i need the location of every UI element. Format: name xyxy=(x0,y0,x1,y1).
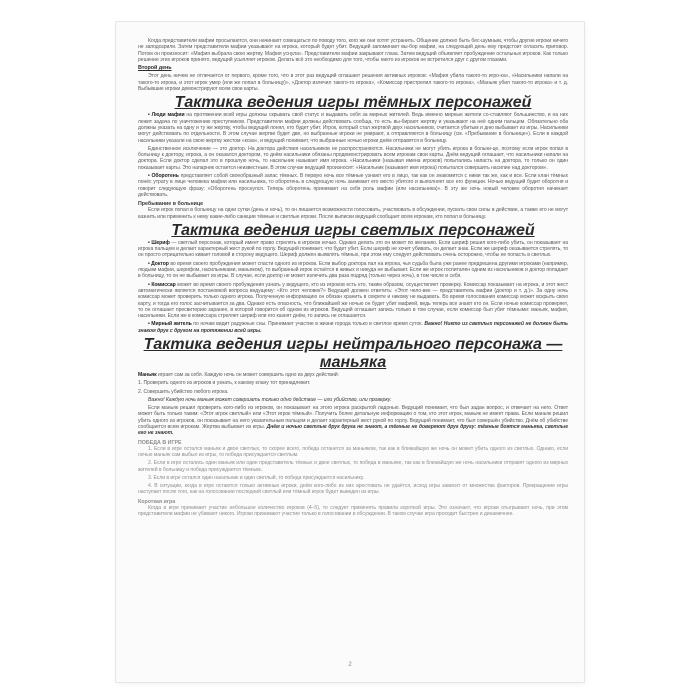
paragraph xyxy=(138,282,568,320)
paragraph-text: играет сам за себя. Каждую ночь он может совершить одно из двух действий: xyxy=(157,371,339,378)
paragraph xyxy=(138,261,568,280)
paragraph-text: 3. Если в игре остался один насильник и один светлый, то победа присуждается насильнику. xyxy=(148,474,365,481)
document-page xyxy=(116,22,584,682)
paragraph xyxy=(138,505,568,518)
paragraph xyxy=(138,372,568,378)
paragraph xyxy=(138,405,568,436)
paragraph xyxy=(138,446,568,459)
paragraph xyxy=(138,240,568,259)
paragraph-text: Тактика ведения игры тёмных персонажей xyxy=(174,94,532,112)
paragraph-text: Когда представители мафии просыпаются, они начинают совещаться по поводу того, кого же они хотят устранить. Общение должно быть бес-шумным, чтобы другие игроки ничего не заподозрили. Затем представители мафии указывают на игрока, который будет убит. Ведущий запоминает вы-бор мафии, на следующий день ему предстоит огласить приговор. Потом он произносит: «Мафия выбрала свою жертву. Мафия уснула». Представители мафии закрывают глаза. Затем ведущий объявляет пробуждение остальных игроков. Как только решение этих игроков принято, ведущий усыпляет игроков. Делать всё это необходимо для того, чтобы никто из игроков не встретился друг с другом глазами. xyxy=(138,38,568,63)
section-heading xyxy=(138,94,568,112)
paragraph xyxy=(138,321,568,334)
paragraph-text: 2. Совершить убийство любого игрока. xyxy=(138,388,229,395)
section-heading xyxy=(138,336,568,372)
paragraph-text: представляет собой своеобразный запас тёмных. В первую ночь все тёмные узнают его в лицо, так как он знакомится с ними так же, как и все. Если клан тёмных понёс утрату в лице человека мафии или насильника, то оборотень в следующую ночь занимает его место убитого и выполняет все его функции. Ночью ведущий будит оборотня и говорит следующую фразу: «Оборотень проснулся. Теперь оборотень принимает на себя роль мафии (или насильника)». В эту же ночь новый человек оборотня начинает действовать. xyxy=(138,173,568,198)
paragraph-lead: • Комиссар xyxy=(148,281,176,288)
paragraph-text: на протяжении всей игры должны скрывать свой статус и выдавать себя за мирных жителей. Ведь именно мирные жители со-ставляют большинство, и на них лежит задача по уничтожению преступников. Представители мафии должны действовать сообща, то есть вы-бирают жертву и указывают на неё одним пальцем. Обязательно оба должны указать на одну и ту же жертву, чтобы ведущий понял, кто будет убит. Игрок, который стал жертвой двух насильников, считается убитым и дню выбывает из игры. Насильники могут действовать по отдельности. В этом случае жертве будет две, но выбранные игроки не умирают, а отправляются в больницу (см. «Пребывание в больнице»). Если в каждой насильники указали на свою жертву жестом «коза», и ведущий понимает, что выбранные ночью игроки днём отправятся в больницу. xyxy=(138,112,568,144)
paragraph-text: Второй день xyxy=(138,65,172,72)
page-number: 2 xyxy=(348,662,352,668)
paragraph-lead: • Шериф xyxy=(148,239,170,246)
paragraph-lead: • Люди мафии xyxy=(148,112,185,119)
paragraph-text: может во время своего пробуждения узнать у ведущего, кто из игроков есть кто, таким образом, осуществляет проверку. Комиссар показывает на игрока, и этот жест автоматически является постановкой вопроса ведущему: «Кто этот человек?» Ведущий должен ответить: «Этот чело-век — представитель мафии (доктор и т. д.)». За одну ночь комиссар может проверить только одного игрока. Полученную информацию он обязан хранить в секрете и никому не выдавать. Во время голосования комиссар может вскрыть свою карту, и тогда его голос засчитывается за два. Однако есть опасность, что ближайшей же ночью он будет убит мафией, ведь теперь все знают кто он. Если ночью комиссар проверяет, то он оглашает пресвитерию заранее, в которой говорится об одном из игроков. Ведущий оглашает запись только в том случае, если комиссар был убит тёмными: маньяк, мафия, насильники. Если же в комиссара стреляет шериф или его казнят днём, то запись не оглашается. xyxy=(138,281,568,320)
paragraph-text: Если маньяк решил проверить кого-либо из игроков, он показывает на этого игрока раскрытой ладонью. Ведущий понимает, что был задан вопрос, и отвечает на него. Ответ может быть только таким: «Этот игрок светлый» или «Этот игрок тёмный». Получить более детальную информацию о том, кто этот игрок, маньяк не имеет права. Если маньяк решил убить одного из игроков, он показывает на него указательным пальцем и делает характерный жест рукой по горлу. Ведущий понимает, что был совершён убийство. Днём об убийстве сообщается всем игрокам. Жертва выбывает из игры. xyxy=(138,405,568,431)
paragraph-note: Днём и ночью светлые друг друга не знают, а тёмные не доверяют друг другу: тёмные боятся маньяка, светлые его не знают. xyxy=(138,424,568,437)
paragraph-text: по ночам видит радужные сны. Принимает участие в жизни города только в светлое время суток. xyxy=(193,321,423,328)
paragraph-lead: • Оборотень xyxy=(148,173,179,180)
paragraph xyxy=(138,207,568,220)
paragraph-text: — светлый персонаж, который имеет право стрелять в игроков ночью. Однако делать это он может по желанию. Если шериф решил кого-либо убить, он показывает на игрока пальцем и делает характерный жест рукой по горлу. Ведущий понимает, что будет убит. Если шериф не хочет убивать, он делает знак. Если же шериф оказывается стрелять, то он просто отрицательно кивает головой в сторону ведущего. Шериф должен выявлять тёмных, при этом ему следует действовать очень осторожно, чтобы не попасть в светлых. xyxy=(138,239,568,259)
paragraph-text: во время своего пробуждения может спасти одного из игроков. Если выбор доктора пал на игрока, чья судьба была уже ранее предрешена другими игроками (например, людьми мафии, шерифом, насильниками, маньяком), то выбранный игрок остаётся в живых и никуда не выбывает. Если же игрок госпитален одним из насильников и доктор попадает в больницу, то он не выбывает из игры. В случае, если доктор не может излечить два раза подряд (только через ночь), в том числе и себя. xyxy=(138,260,569,280)
paragraph xyxy=(138,475,568,481)
page-text-column xyxy=(138,38,568,519)
paragraph xyxy=(138,380,568,386)
paragraph xyxy=(138,73,568,92)
paragraph-text: Важно! Каждую ночь маньяк может совершать только одно действие — или убийство, или проверку. xyxy=(148,396,392,403)
paragraph-text: 4. В ситуации, когда в игре остаются только активные игроки, днём кого-либо из них арестовать не удаётся, исход игры зависит от множества факторов. Прекращение игры наступает после того, как на голосовании последний светлый или тёмный игрок будет выведен из игры. xyxy=(138,483,568,496)
paragraph-text: ПОБЕДА В ИГРЕ xyxy=(138,439,182,446)
section-heading xyxy=(138,222,568,240)
paragraph-text: Тактика ведения игры светлых персонажей xyxy=(171,221,535,239)
paragraph-text: Если игрок попал в больницу на одни сутки (день и ночь), то он лишается возможности голосовать, участвовать в обсуждении, пускать свои силы в действие, а также его не могут казнить или применить к нему какие-либо санкции тёмные и светлые игроки. После выписки ведущий сообщает всем игрокам, кто попал в больницу. xyxy=(138,207,568,220)
paragraph xyxy=(138,460,568,473)
paragraph-text: 1. Проверить одного из игроков и узнать, к какому клану тот принадлежит. xyxy=(138,380,311,387)
paragraph-text: Тактика ведения игры нейтрального персонажа — маньяка xyxy=(143,335,563,371)
paragraph-text: 2. Если в игре остались один маньяк или один представитель тёмных и двое светлых, то победа в маньяке, так как в ближайшую же ночь насильники отправят одного из мирных жителей в больницу и победа присуждается тёмным. xyxy=(138,460,568,473)
paragraph xyxy=(138,483,568,496)
paragraph-text: Пребывание в больнице xyxy=(138,201,204,208)
paragraph-text: Когда в игре принимает участие небольшое количество игроков (4–5), то следует применять правила короткой игры. Это означает, что игроки отыгрывают ночь, при этом представители мафии не убивают никого. Игроки принимают участие только в голосовании и обсуждении. В таком случае игра проходит быстрее и динамичнее. xyxy=(138,504,568,518)
paragraph-text: Единственное исключение — это доктор. На доктора действия насильников не распространяются. Насильники не могут убить игрока в больни-це, поэтому если игрок попал в больницу к доктору, игрока, а он оказался доктором, то днём насильники обязаны продемонстрировать всем игрокам свои карты. Днём ведущий оглашает, что насильники напали на доктора. Если доктор сделал это в прошлую ночь, то насильник называет имя игрока. «Насильники (называя имена игроков) попытались напасть на доктора, то только он один показывает карты. Это напарник остается неизвестным. В этом случае ведущий произносит: «Насильник (называет имя игрока) попытался совершить насилие над доктором». xyxy=(138,145,568,171)
paragraph xyxy=(138,389,568,395)
paragraph xyxy=(138,112,568,143)
paragraph-lead: Маньяк xyxy=(138,371,157,378)
paragraph-text: Этот день ничем не отличается от первого, кроме того, что в этот раз ведущий оглашает решения активных игроков: «Мафия убила такого-то игро-ка», «Насильники напали на такого-то игрока, и этот игрок умер (или же попал в больницу)», «Доктор излечил такого-то игрока», «Комиссар пристрелил такого-то игрока», «Маньяк убил такого-то игрока» и т. д. Выбывшие игроки демонстрируют всем свои карты. xyxy=(138,73,568,93)
paragraph xyxy=(138,146,568,171)
paragraph-lead: • Доктор xyxy=(148,260,169,267)
paragraph-note: Важно! Никто из светлых персонажей не должен быть знаком друг с другом на протяжении всей игры. xyxy=(138,321,568,334)
section-heading xyxy=(138,65,568,71)
paragraph xyxy=(138,397,568,403)
paragraph-lead: • Мирный житель xyxy=(148,321,192,328)
paragraph xyxy=(138,173,568,198)
paragraph-text: Короткая игра xyxy=(138,498,176,505)
paragraph xyxy=(138,38,568,63)
paragraph-text: 1. Если в игре остался маньяк и двое светлых, то скорее всего, победа останется за маньяком, так как в ближайшую же ночь он может убить одного из светлых. Однако, если ночью маньяк сам выбыл из игры, то победа присуждается светлым. xyxy=(138,445,568,458)
